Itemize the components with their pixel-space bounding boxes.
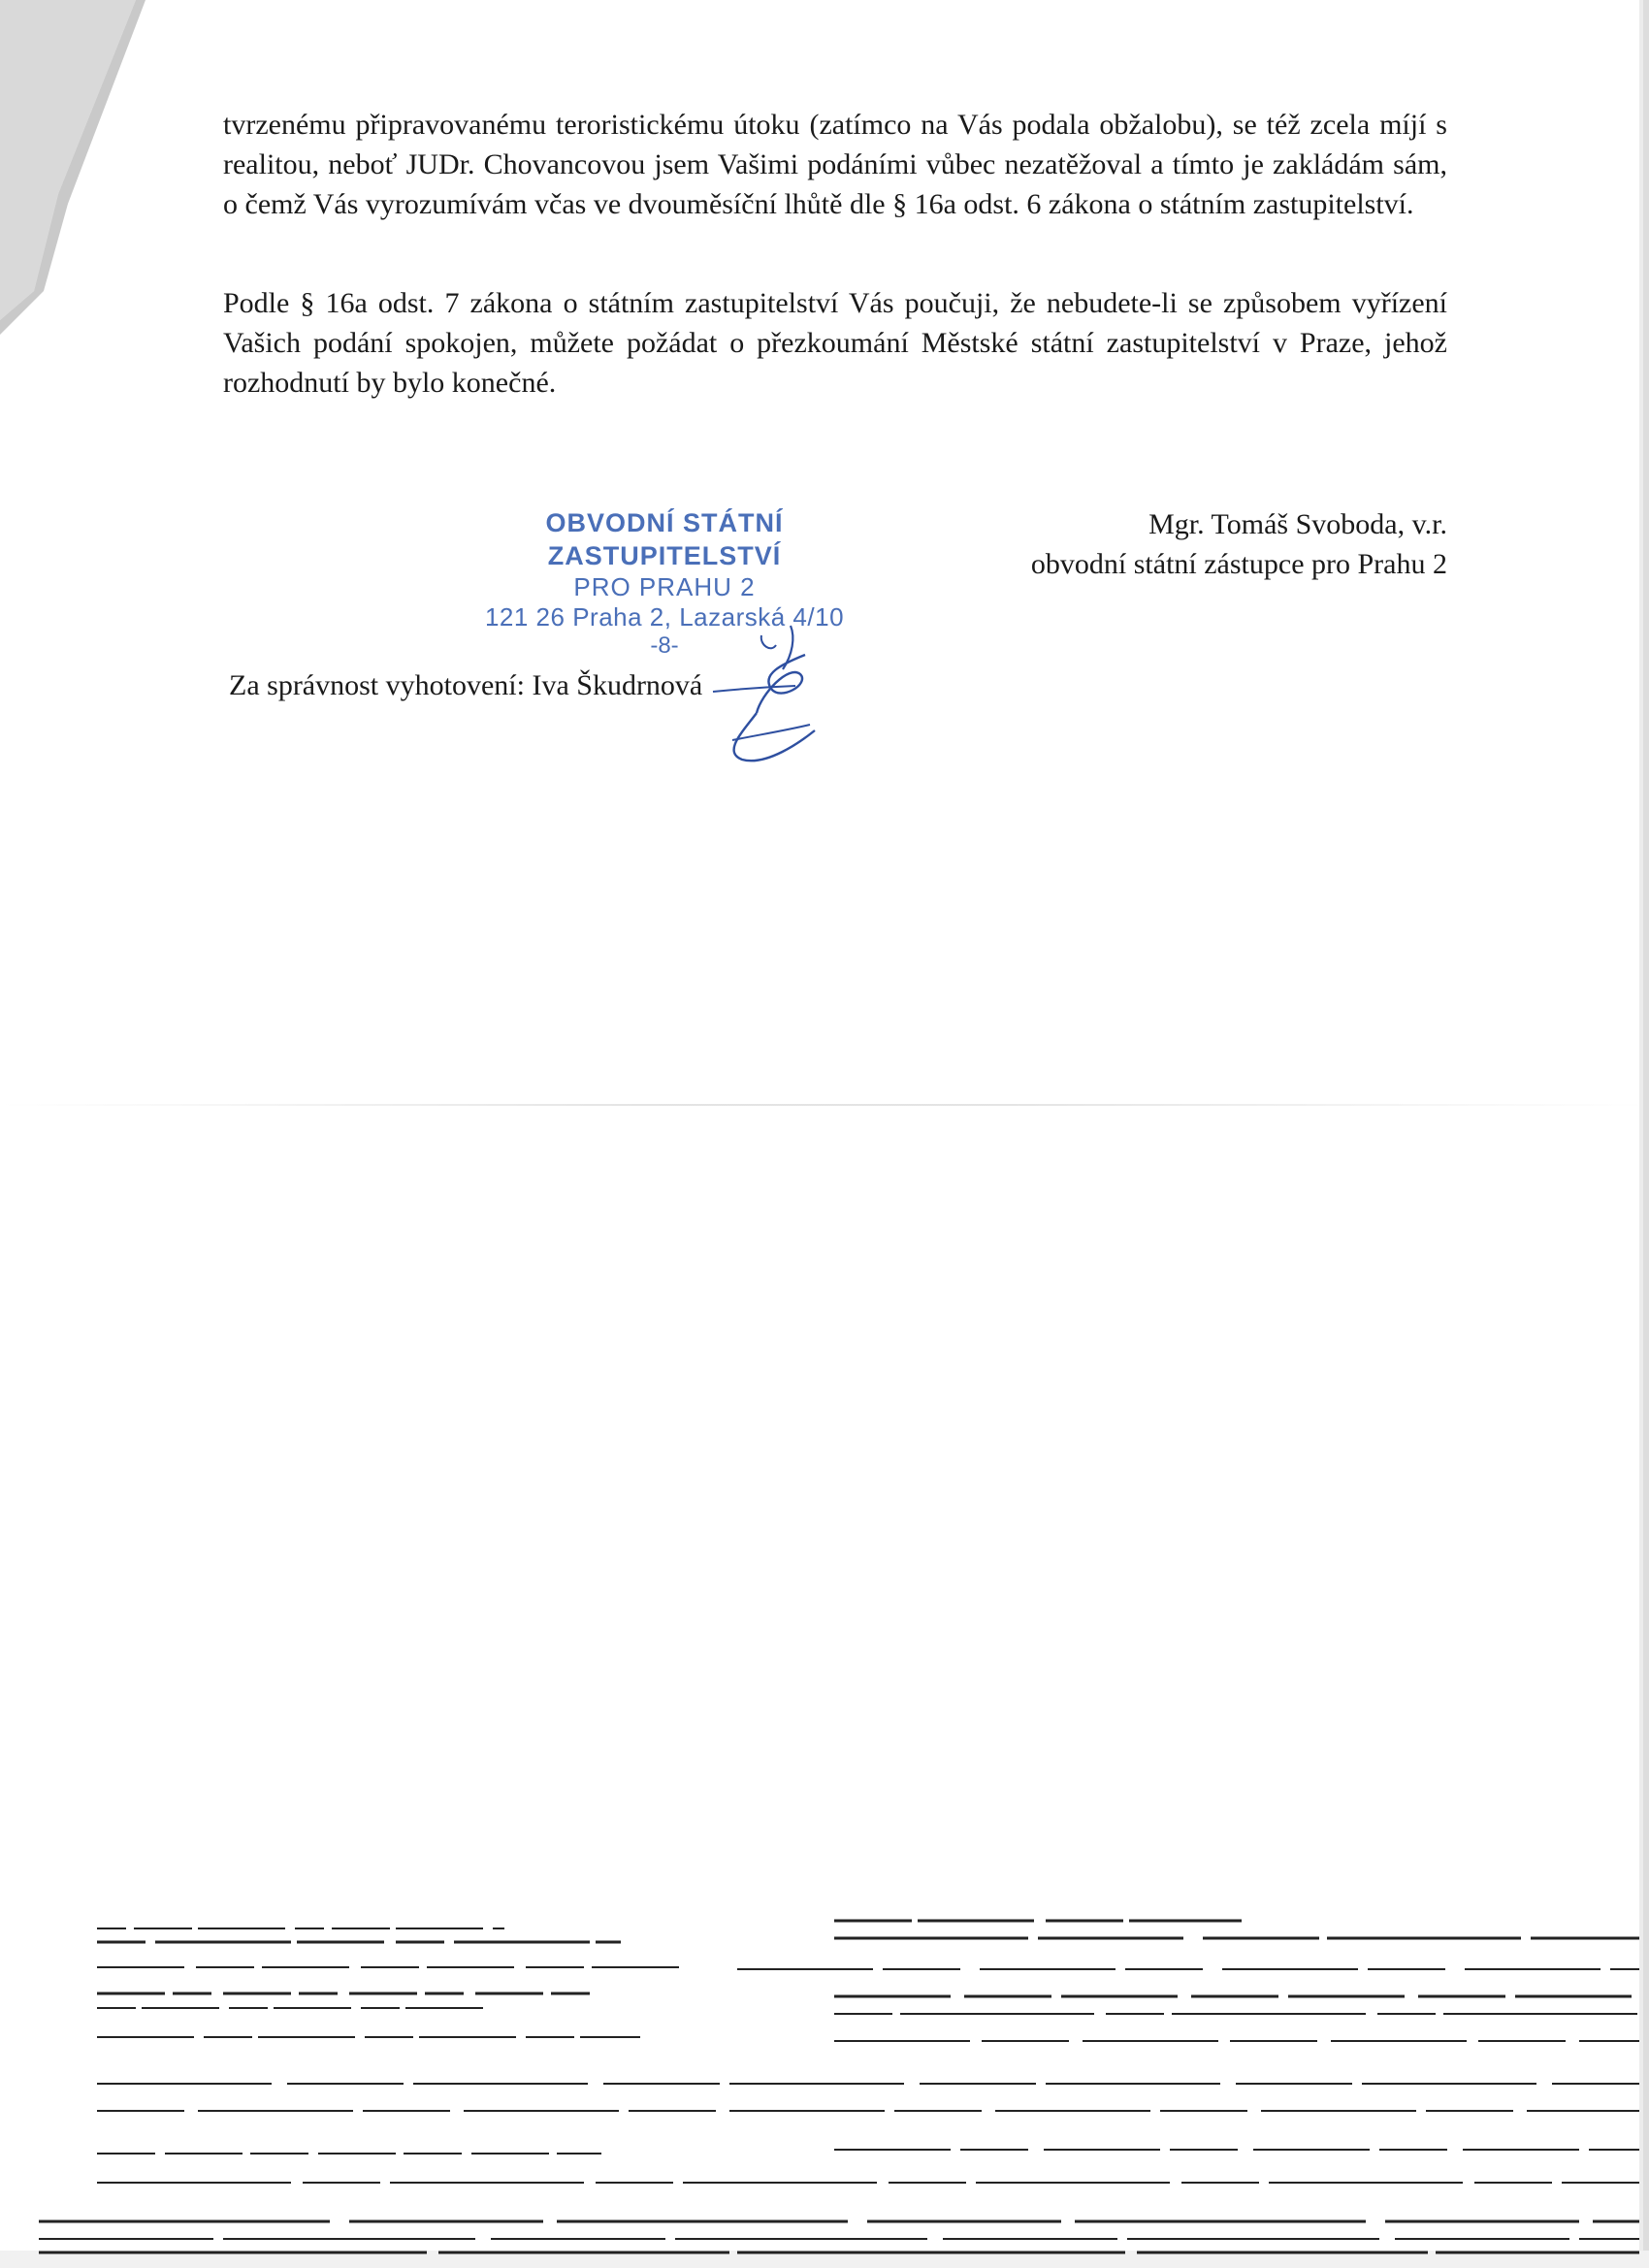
scan-artifact-lines <box>0 1824 1649 2268</box>
stamp-line-4: -8- <box>650 632 679 659</box>
stamp-line-3: 121 26 Praha 2, Lazarská 4/10 <box>484 602 845 632</box>
paper-fold-line <box>0 1104 1649 1106</box>
stamp-line-1: OBVODNÍ STÁTNÍ ZASTUPITELSTVÍ <box>545 508 784 570</box>
signer-title: obvodní státní zástupce pro Prahu 2 <box>1030 548 1447 580</box>
correctness-note: Za správnost vyhotovení: Iva Škudrnová <box>229 669 703 701</box>
handwritten-signature <box>703 616 849 771</box>
signer-name: Mgr. Tomáš Svoboda, v.r. <box>1148 508 1447 540</box>
stamp-line-2: PRO PRAHU 2 <box>573 572 756 601</box>
paragraph-1: tvrzenému připravovanému teroristickému útoku (zatímco na Vás podala obžalobu), se též zcela míjí s realitou, neboť JUDr. Chovancovou jsem Vašimi podáními vůbec nezatěžoval a tímto je zakládám sám, o čemž Vás vyrozumívám včas ve dvouměsíční lhůtě dle § 16a odst. 6 zákona o státním zastupitelství. <box>223 109 1447 220</box>
signer-block <box>1031 504 1447 584</box>
paragraph-2: Podle § 16a odst. 7 zákona o státním zastupitelství Vás poučuji, že nebudete-li se způsobem vyřízení Vašich podání spokojen, můžete požádat o přezkoumání Městské státní zastupitelství v Praze, jehož rozhodnutí by bylo konečné. <box>223 287 1447 399</box>
